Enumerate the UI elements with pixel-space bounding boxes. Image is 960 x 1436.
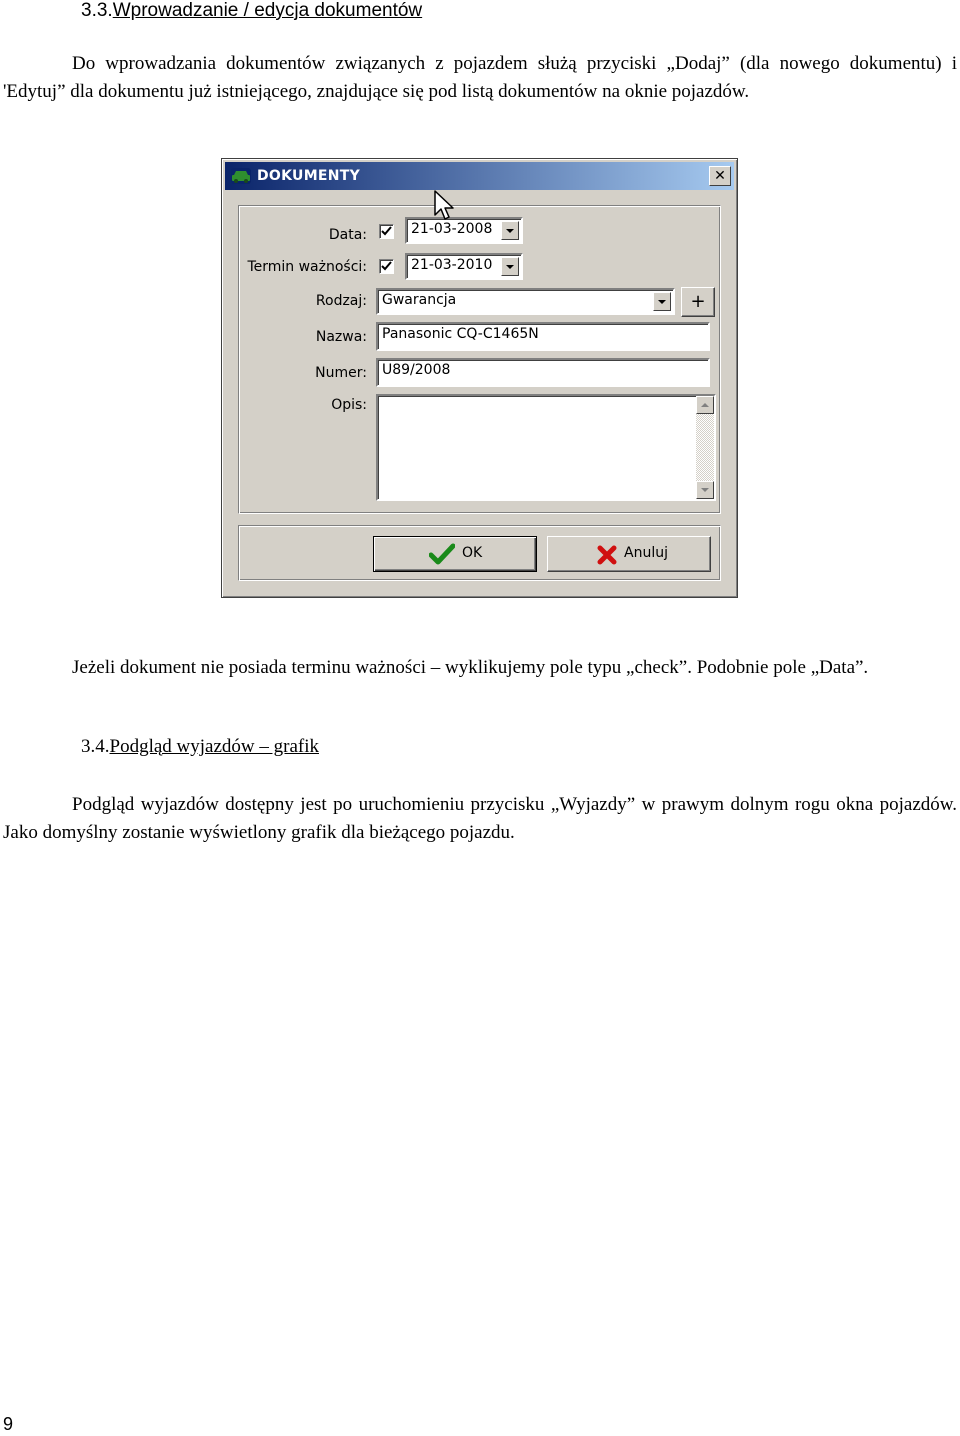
add-rodzaj-button[interactable] [681, 287, 715, 317]
data-dropdown-button[interactable] [501, 221, 519, 240]
cancel-button[interactable] [547, 536, 711, 572]
opis-textarea[interactable] [376, 394, 716, 501]
opis-scrollbar[interactable] [696, 396, 714, 499]
scroll-up-button[interactable] [696, 396, 714, 414]
checkmark-icon [381, 226, 392, 237]
paragraph-check-text: Jeżeli dokument nie posiada terminu ważności – wyklikujemy pole typu „check”. Podobnie pole „Data”. [72, 657, 869, 678]
data-date-picker[interactable] [405, 217, 523, 244]
scroll-down-button[interactable] [696, 481, 714, 499]
section-number: 3.3. [81, 0, 113, 21]
data-label: Data: [328, 227, 367, 243]
dialog-title: DOKUMENTY [257, 168, 361, 184]
dokumenty-dialog [221, 158, 738, 598]
car-icon [230, 167, 252, 185]
paragraph-wyjazdy-text: Podgląd wyjazdów dostępny jest po uruchomieniu przycisku „Wyjazdy” w prawym dolnym rogu okna pojazdów. Jako domyślny zostanie wyświetlony grafik dla bieżącego pojazdu. [3, 794, 957, 843]
termin-dropdown-button[interactable] [501, 257, 519, 276]
nazwa-value: Panasonic CQ-C1465N [382, 326, 539, 342]
close-icon: ✕ [714, 168, 726, 184]
nazwa-label: Nazwa: [315, 329, 367, 345]
section-heading-3-4 [81, 736, 319, 758]
close-button[interactable] [709, 166, 731, 186]
paragraph-intro-text: Do wprowadzania dokumentów związanych z pojazdem służą przyciski „Dodaj” (dla nowego dokumentu) i 'Edytuj” dla dokumentu już istniejącego, znajdujące się pod listą dokumentów na oknie pojazdów. [3, 53, 957, 102]
section-title: Podgląd wyjazdów – grafik [109, 736, 319, 757]
rodzaj-dropdown-button[interactable] [653, 292, 671, 311]
cancel-label: Anuluj [624, 545, 668, 561]
plus-icon: + [690, 291, 706, 312]
cancel-x-icon [596, 544, 618, 566]
paragraph-wyjazdy [3, 791, 957, 847]
data-date-value: 21-03-2008 [411, 221, 493, 237]
ok-label: OK [462, 545, 483, 561]
paragraph-intro [3, 50, 957, 106]
checkmark-ok-icon [429, 543, 455, 565]
termin-checkbox[interactable] [379, 259, 394, 274]
paragraph-check [3, 654, 957, 682]
ok-button[interactable] [373, 536, 537, 572]
termin-date-value: 21-03-2010 [411, 257, 493, 273]
numer-label: Numer: [315, 365, 367, 381]
section-heading-3-3 [81, 0, 422, 22]
numer-value: U89/2008 [382, 362, 451, 378]
termin-label: Termin ważności: [247, 259, 367, 275]
page-number: 9 [3, 1414, 14, 1434]
section-number: 3.4. [81, 736, 110, 757]
section-title: Wprowadzanie / edycja dokumentów [112, 0, 423, 21]
mouse-pointer-icon [434, 190, 454, 222]
data-checkbox[interactable] [379, 224, 394, 239]
checkmark-icon [381, 261, 392, 272]
nazwa-input[interactable] [376, 322, 710, 351]
rodzaj-label: Rodzaj: [315, 293, 367, 309]
rodzaj-select[interactable] [376, 288, 675, 315]
rodzaj-value: Gwarancja [382, 292, 457, 308]
termin-date-picker[interactable] [405, 253, 523, 280]
dialog-titlebar[interactable] [225, 162, 734, 190]
opis-label: Opis: [331, 397, 367, 413]
numer-input[interactable] [376, 358, 710, 387]
